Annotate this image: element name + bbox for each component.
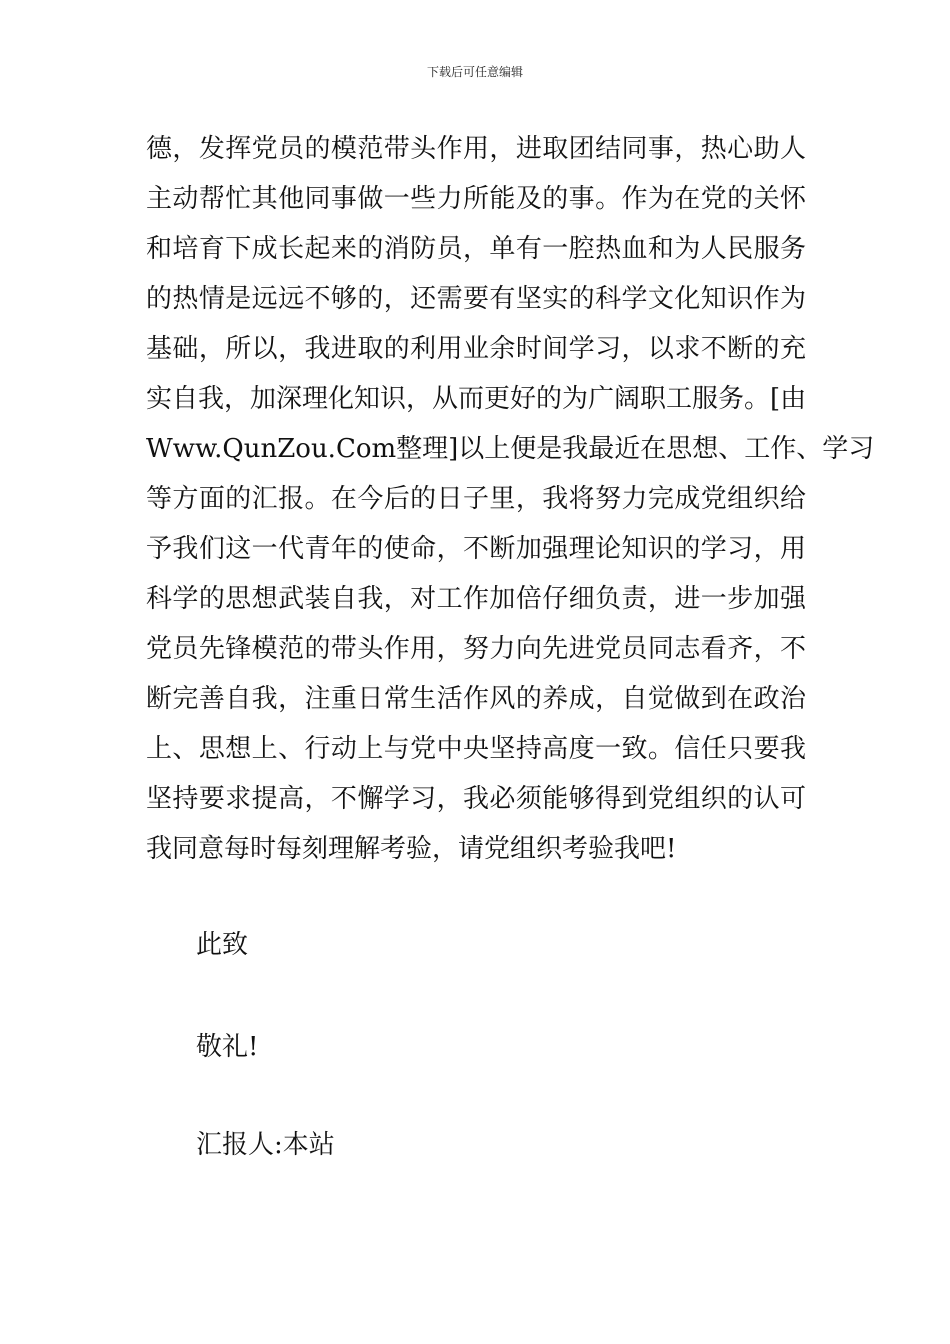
body-line: 等方面的汇报。在今后的日子里，我将努力完成党组织给 bbox=[146, 484, 806, 514]
body-line: 的热情是远远不够的，还需要有坚实的科学文化知识作为 bbox=[146, 284, 806, 314]
body-line: 基础，所以，我进取的利用业余时间学习，以求不断的充 bbox=[146, 334, 806, 364]
body-line: 坚持要求提高，不懈学习，我必须能够得到党组织的认可 bbox=[146, 784, 806, 814]
body-line: 上、思想上、行动上与党中央坚持高度一致。信任只要我 bbox=[146, 734, 806, 764]
body-line: 德，发挥党员的模范带头作用，进取团结同事，热心助人 bbox=[146, 134, 806, 164]
body-line: 和培育下成长起来的消防员，单有一腔热血和为人民服务 bbox=[146, 234, 806, 264]
body-line: 予我们这一代青年的使命，不断加强理论知识的学习，用 bbox=[146, 534, 806, 564]
body-line: 科学的思想武装自我，对工作加倍仔细负责，进一步加强 bbox=[146, 584, 806, 614]
body-line: 我同意每时每刻理解考验，请党组织考验我吧! bbox=[146, 834, 677, 864]
body-line: 主动帮忙其他同事做一些力所能及的事。作为在党的关怀 bbox=[146, 184, 806, 214]
signer-line: 汇报人:本站 bbox=[196, 1130, 335, 1160]
body-line: 断完善自我，注重日常生活作风的养成，自觉做到在政治 bbox=[146, 684, 806, 714]
closing-regards: 敬礼! bbox=[196, 1032, 259, 1062]
page-header-note: 下载后可任意编辑 bbox=[426, 65, 523, 79]
body-line: 实自我，加深理化知识，从而更好的为广阔职工服务。[由 bbox=[146, 384, 807, 414]
report-body bbox=[146, 124, 875, 874]
body-line: Www.QunZou.Com整理]以上便是我最近在思想、工作、学习 bbox=[146, 434, 875, 464]
body-line: 党员先锋模范的带头作用，努力向先进党员同志看齐，不 bbox=[146, 634, 806, 664]
closing-salutation: 此致 bbox=[196, 930, 249, 960]
